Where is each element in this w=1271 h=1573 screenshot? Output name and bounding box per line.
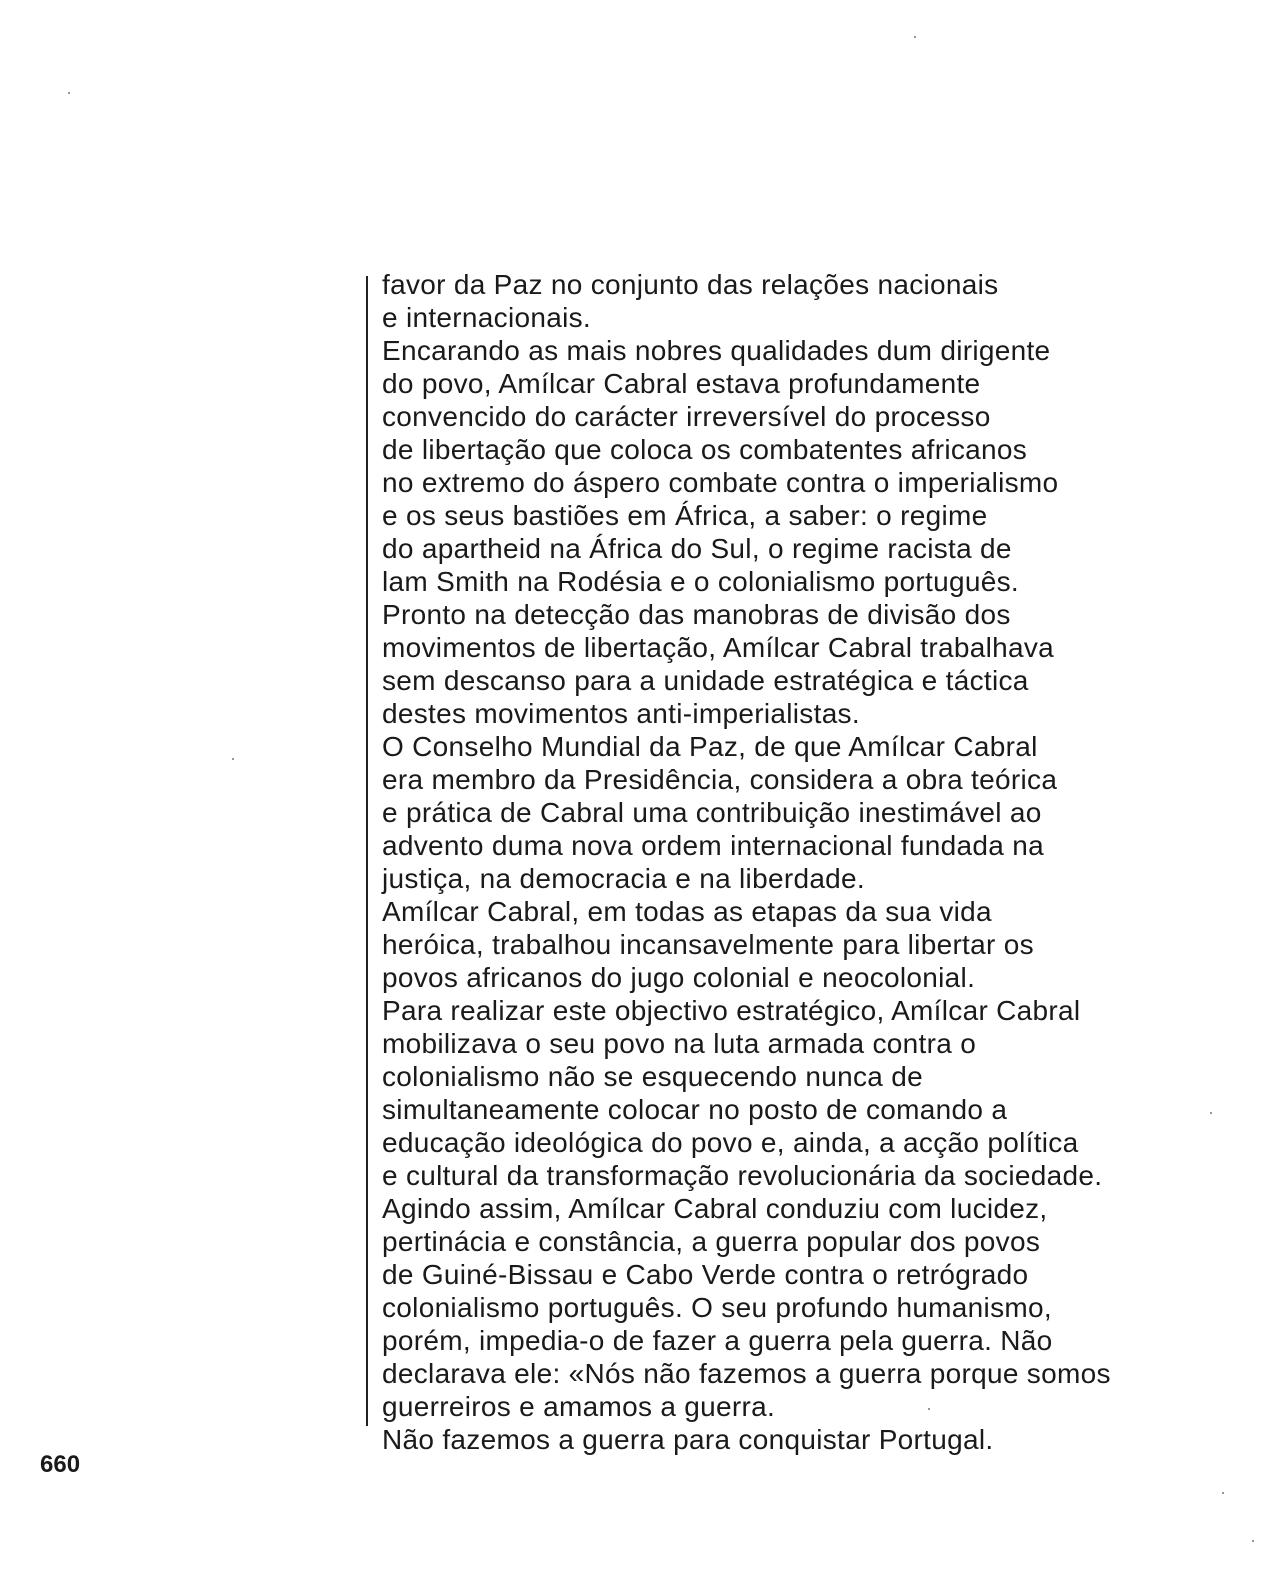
text-line: Não fazemos a guerra para conquistar Portugal.	[382, 1424, 994, 1455]
text-line: Agindo assim, Amílcar Cabral conduziu com lucidez,	[382, 1193, 1048, 1224]
page-number: 660	[40, 1451, 81, 1478]
text-line: Pronto na detecção das manobras de divisão dos	[382, 599, 1011, 630]
text-line: e internacionais.	[382, 302, 592, 333]
text-line: Para realizar este objectivo estratégico, Amílcar Cabral	[382, 995, 1081, 1026]
text-line: Amílcar Cabral, em todas as etapas da sua vida	[382, 896, 992, 927]
text-line: educação ideológica do povo e, ainda, a acção política	[382, 1127, 1079, 1158]
text-line: convencido do carácter irreversível do processo	[382, 401, 991, 432]
text-line: e os seus bastiões em África, a saber: o regime	[382, 500, 988, 531]
text-line: no extremo do áspero combate contra o imperialismo	[382, 467, 1059, 498]
scan-speck	[914, 36, 916, 38]
scan-speck	[68, 92, 70, 94]
text-line: de Guiné-Bissau e Cabo Verde contra o retrógrado	[382, 1259, 1029, 1290]
text-line: de libertação que coloca os combatentes africanos	[382, 434, 1028, 465]
text-line: e prática de Cabral uma contribuição inestimável ao	[382, 797, 1042, 828]
scan-speck	[232, 758, 234, 760]
text-line: mobilizava o seu povo na luta armada contra o	[382, 1028, 977, 1059]
margin-rule	[366, 276, 368, 1426]
text-line: simultaneamente colocar no posto de comando a	[382, 1094, 1008, 1125]
body-text	[382, 268, 1232, 1456]
text-line: porém, impedia-o de fazer a guerra pela guerra. Não	[382, 1325, 1053, 1356]
text-line: justiça, na democracia e na liberdade.	[382, 863, 866, 894]
scan-speck	[1222, 1492, 1224, 1494]
text-line: guerreiros e amamos a guerra.	[382, 1391, 776, 1422]
text-line: lam Smith na Rodésia e o colonialismo português.	[382, 566, 1019, 597]
text-line: do povo, Amílcar Cabral estava profundamente	[382, 368, 981, 399]
scan-speck	[928, 1408, 930, 1410]
text-line: heróica, trabalhou incansavelmente para libertar os	[382, 929, 1034, 960]
text-line: declarava ele: «Nós não fazemos a guerra porque somos	[382, 1358, 1111, 1389]
text-line: era membro da Presidência, considera a obra teórica	[382, 764, 1058, 795]
text-line: movimentos de libertação, Amílcar Cabral trabalhava	[382, 632, 1055, 663]
text-line: colonialismo português. O seu profundo humanismo,	[382, 1292, 1052, 1323]
text-line: sem descanso para a unidade estratégica e táctica	[382, 665, 1029, 696]
text-line: colonialismo não se esquecendo nunca de	[382, 1061, 923, 1092]
text-line: O Conselho Mundial da Paz, de que Amílcar Cabral	[382, 731, 1038, 762]
text-line: pertinácia e constância, a guerra popular dos povos	[382, 1226, 1041, 1257]
text-line: destes movimentos anti-imperialistas.	[382, 698, 860, 729]
text-line: Encarando as mais nobres qualidades dum dirigente	[382, 335, 1051, 366]
text-line: povos africanos do jugo colonial e neocolonial.	[382, 962, 976, 993]
text-line: e cultural da transformação revolucionária da sociedade.	[382, 1160, 1103, 1191]
scan-speck	[1210, 1112, 1212, 1114]
text-line: do apartheid na África do Sul, o regime racista de	[382, 533, 1012, 564]
text-line: favor da Paz no conjunto das relações nacionais	[382, 269, 999, 300]
text-line: advento duma nova ordem internacional fundada na	[382, 830, 1044, 861]
scan-speck	[1252, 1540, 1254, 1542]
